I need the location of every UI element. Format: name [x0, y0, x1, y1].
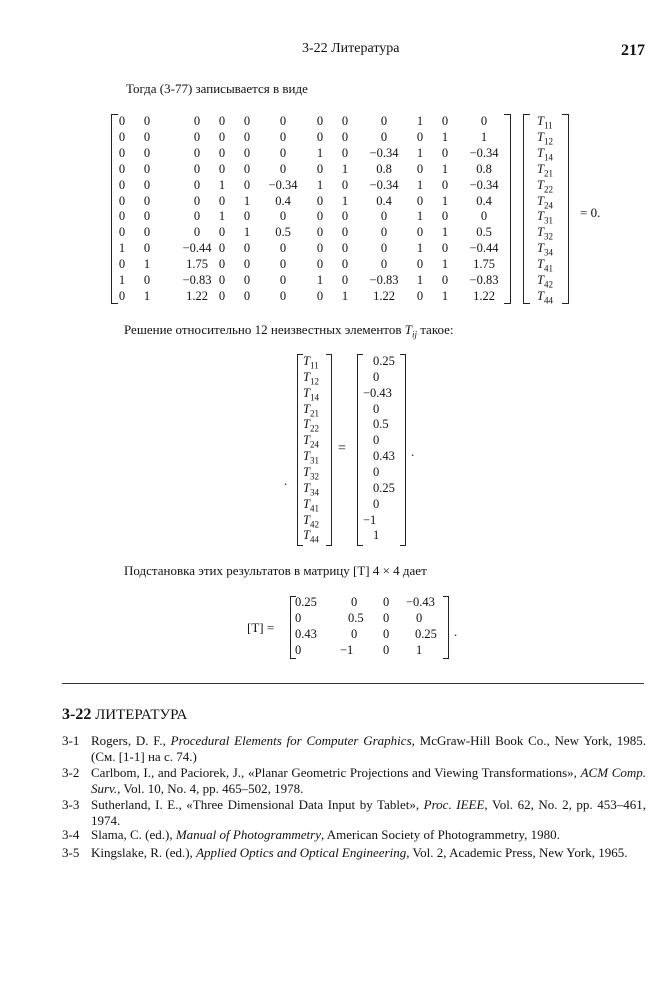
matrix-cell: 1.22	[473, 288, 495, 303]
matrix-cell: 0	[243, 177, 251, 192]
reference-number: 3-1	[62, 733, 80, 748]
matrix-cell: 0	[118, 225, 126, 240]
matrix-cell: −0.83	[469, 273, 499, 287]
matrix-cell: 0	[243, 114, 251, 128]
t-matrix-cell: 0	[295, 611, 302, 625]
matrix-cell: 0	[243, 209, 251, 224]
matrix-cell: 1	[416, 273, 424, 287]
unknown-variable: $T_{22}$	[537, 177, 553, 195]
matrix-cell: 1	[218, 209, 226, 224]
matrix-cell: 0	[416, 225, 424, 240]
t-matrix-cell: 0	[383, 611, 390, 625]
unknown-variable: $T_{12}$	[537, 129, 553, 147]
matrix-cell: 1	[316, 273, 324, 287]
matrix-cell: 1	[416, 114, 424, 128]
matrix-cell: 0	[341, 225, 349, 240]
intro-text: Тогда (3-77) записывается в виде	[126, 81, 308, 96]
solution-value: 0	[373, 369, 380, 384]
matrix-cell: 0	[243, 257, 251, 272]
matrix-cell: 1.75	[186, 257, 208, 272]
matrix-cell: 0	[279, 114, 287, 128]
matrix-cell: 0	[118, 209, 126, 224]
matrix-cell: 0	[380, 114, 388, 128]
matrix-cell: 0	[416, 257, 424, 272]
matrix-cell: 0	[380, 129, 388, 144]
solution-value: −1	[363, 512, 377, 527]
t-matrix-cell: 0	[351, 627, 358, 641]
matrix-cell: 0.8	[476, 161, 492, 176]
matrix-cell: 0	[480, 209, 488, 224]
matrix-cell: 0	[279, 288, 287, 303]
matrix-cell: 1	[441, 193, 449, 208]
matrix-cell: 0	[416, 288, 424, 303]
matrix-cell: −0.83	[369, 273, 399, 287]
running-header-title: 3-22 Литература	[302, 41, 400, 56]
matrix-cell: 0	[316, 257, 324, 272]
solution-value: 0	[373, 401, 380, 416]
matrix-cell: 0	[143, 209, 151, 224]
matrix-cell: 0	[193, 129, 201, 144]
t-matrix-cell: −0.43	[406, 595, 435, 609]
matrix-cell: 0	[143, 241, 151, 256]
solution-variable: $T_{41}$	[303, 496, 319, 514]
solution-values-right-bracket	[400, 354, 406, 546]
matrix-cell: 0	[341, 145, 349, 160]
matrix-cell: 0	[218, 225, 226, 240]
solution-variable: $T_{24}$	[303, 433, 319, 450]
matrix-cell: 1	[316, 145, 324, 160]
reference-number: 3-3	[62, 797, 80, 812]
matrix-cell: 0	[279, 273, 287, 287]
matrix-cell: 0	[118, 161, 126, 176]
matrix-cell: 0	[416, 161, 424, 176]
t-matrix-cell: 0	[383, 595, 390, 609]
matrix-cell: 1	[118, 273, 126, 287]
matrix-cell: 0	[243, 241, 251, 256]
matrix-cell: 1	[243, 225, 251, 240]
solution-value: 0	[373, 464, 380, 479]
matrix-cell: 1	[416, 241, 424, 256]
matrix-cell: −0.34	[268, 177, 298, 192]
matrix-cell: 0	[193, 114, 201, 128]
solution-value: 1	[373, 528, 380, 543]
matrix-cell: 1	[416, 177, 424, 192]
matrix-cell: 0	[193, 161, 201, 176]
solution-value: 0.25	[373, 480, 395, 495]
matrix-cell: 0	[243, 161, 251, 176]
matrix-cell: 1	[441, 288, 449, 303]
solution-variable: $T_{21}$	[303, 401, 319, 419]
matrix-cell: 0	[341, 209, 349, 224]
matrix-cell: 0	[341, 129, 349, 144]
matrix-cell: −0.34	[469, 145, 499, 160]
matrix-cell: 0.5	[476, 225, 492, 240]
matrix-cell: 0	[316, 114, 324, 128]
matrix-cell: 0	[218, 114, 226, 128]
matrix-cell: 0.5	[275, 225, 291, 240]
reference-number: 3-2	[62, 765, 80, 780]
solution-value: 0.5	[373, 417, 389, 432]
matrix-cell: 0.4	[476, 193, 492, 208]
matrix-cell: 1	[316, 177, 324, 192]
t-matrix-cell: 0.5	[348, 611, 364, 625]
unknown-variable: $T_{41}$	[537, 257, 553, 274]
matrix-cell: 0	[143, 273, 151, 287]
matrix-cell: 0	[316, 161, 324, 176]
t-matrix-cell: 0	[383, 643, 390, 657]
matrix-cell: 0	[118, 145, 126, 160]
matrix-cell: 0	[441, 177, 449, 192]
matrix-cell: 1	[341, 193, 349, 208]
t-matrix-cell: 0	[351, 595, 358, 609]
matrix-cell: 0	[380, 241, 388, 256]
matrix-cell: 0	[341, 257, 349, 272]
matrix-cell: 0	[193, 209, 201, 224]
matrix-cell: 0	[316, 193, 324, 208]
t-matrix-cell: 0	[383, 627, 390, 641]
unknown-variable: $T_{44}$	[537, 288, 553, 306]
matrix-cell: 1.22	[373, 288, 395, 303]
matrix-cell: 0	[218, 193, 226, 208]
matrix-cell: 0	[193, 177, 201, 192]
section-divider	[62, 683, 644, 684]
matrix-cell: 0	[316, 209, 324, 224]
matrix-cell: 0	[341, 177, 349, 192]
matrix-cell: 0.4	[376, 193, 392, 208]
matrix-cell: 1	[441, 161, 449, 176]
matrix-cell: 0	[143, 129, 151, 144]
matrix-cell: 0	[416, 193, 424, 208]
unknown-variable: $T_{34}$	[537, 241, 553, 258]
solution-intro-before: Решение относительно 12 неизвестных элементов	[124, 322, 405, 337]
matrix-cell: 0	[441, 145, 449, 160]
matrix-cell: −0.34	[369, 177, 399, 192]
solution-right-dot: .	[411, 444, 415, 459]
matrix-cell: 0	[218, 257, 226, 272]
matrix-cell: 0	[143, 193, 151, 208]
matrix-cell: 0	[118, 177, 126, 192]
t-matrix-cell: 0.25	[295, 595, 317, 609]
matrix-cell: −0.34	[469, 177, 499, 192]
matrix-cell: 0	[218, 161, 226, 176]
matrix-cell: 0	[118, 129, 126, 144]
t-matrix-dot: .	[454, 624, 458, 639]
matrix-cell: 1	[441, 225, 449, 240]
matrix-cell: 0	[243, 288, 251, 303]
matrix-cell: 0	[380, 209, 388, 224]
matrix-cell: 0	[480, 114, 488, 128]
reference-number: 3-5	[62, 845, 80, 860]
solution-value: −0.43	[363, 385, 392, 400]
matrix-cell: 1	[341, 288, 349, 303]
matrix-cell: 0.4	[275, 193, 291, 208]
matrix-cell: 0	[143, 161, 151, 176]
solution-variable: $T_{31}$	[303, 449, 319, 466]
matrix-cell: 0	[218, 129, 226, 144]
t-matrix-cell: 0	[416, 611, 423, 625]
t-matrix-right-bracket	[443, 596, 449, 659]
matrix-cell: −0.83	[182, 273, 212, 287]
t-matrix-cell: 0.43	[295, 627, 317, 641]
matrix-cell: 0	[118, 257, 126, 272]
matrix-cell: 1.75	[473, 257, 495, 272]
matrix-cell: 0	[279, 241, 287, 256]
solution-value: 0.43	[373, 449, 395, 464]
matrix-cell: 0	[218, 288, 226, 303]
section-heading	[62, 706, 187, 724]
reference-item: 3-3 Sutherland, I. E., «Three Dimensional Data Input by Tablet», Proc. IEEE, Vol. 62, No. 2, pp. 453–461, 1974.	[62, 797, 646, 828]
matrix-cell: 1	[441, 257, 449, 272]
matrix-cell: 0	[416, 129, 424, 144]
matrix-cell: 1	[218, 177, 226, 192]
matrix-cell: 0	[316, 225, 324, 240]
reference-item: 3-2 Carlbom, I., and Paciorek, J., «Planar Geometric Projections and Viewing Transformations», ACM Comp. Surv., Vol. 10, No. 4, pp. 465–502, 1978.	[62, 765, 646, 796]
matrix-cell: 0	[143, 225, 151, 240]
matrix-cell: 0	[193, 145, 201, 160]
substitution-text: Подстановка этих результатов в матрицу [T] 4 × 4 дает	[124, 563, 427, 578]
matrix-cell: −0.34	[369, 145, 399, 160]
solution-value: 0.25	[373, 354, 395, 368]
solution-variable: $T_{42}$	[303, 512, 319, 529]
unknown-variable: $T_{11}$	[537, 114, 553, 131]
page-number: 217	[621, 42, 645, 59]
solution-equals: =	[338, 441, 346, 456]
solution-variable: $T_{11}$	[303, 354, 319, 371]
matrix-cell: 0	[316, 129, 324, 144]
unknown-variable: $T_{21}$	[537, 161, 553, 179]
solution-variable: $T_{14}$	[303, 385, 319, 403]
matrix-cell: 0	[441, 114, 449, 128]
solution-intro	[124, 322, 454, 340]
matrix-cell: 0	[441, 273, 449, 287]
matrix-cell: 0	[279, 145, 287, 160]
solution-value: 0	[373, 433, 380, 448]
unknowns-left-bracket	[523, 114, 530, 304]
matrix-cell: 0	[243, 273, 251, 287]
matrix-cell: 0	[143, 114, 151, 128]
matrix-cell: 0	[279, 129, 287, 144]
matrix-cell: −0.44	[182, 241, 212, 256]
matrix-cell: −0.44	[469, 241, 499, 256]
matrix-cell: 0	[218, 273, 226, 287]
matrix-cell: 1.22	[186, 288, 208, 303]
matrix-cell: 0	[279, 209, 287, 224]
matrix-cell: 0	[118, 193, 126, 208]
matrix-cell: 1	[143, 288, 151, 303]
unknown-variable: $T_{42}$	[537, 273, 553, 290]
matrix-cell: 1	[416, 209, 424, 224]
matrix-cell: 0	[279, 161, 287, 176]
matrix-cell: 0	[143, 145, 151, 160]
unknown-variable: $T_{32}$	[537, 225, 553, 242]
matrix-cell: 0	[441, 209, 449, 224]
reference-item: 3-1 Rogers, D. F., Procedural Elements for Computer Graphics, McGraw-Hill Book Co., New York, 1985. (См. [1-1] на с. 74.)	[62, 733, 646, 764]
solution-variable: $T_{12}$	[303, 369, 319, 387]
reference-number: 3-4	[62, 827, 80, 842]
matrix-cell: 1	[441, 129, 449, 144]
matrix-cell: 0	[193, 193, 201, 208]
t-matrix-cell: −1	[340, 643, 354, 657]
solution-unknowns-right-bracket	[326, 354, 332, 546]
t-matrix-cell: 0	[295, 643, 302, 657]
matrix-cell: 1	[341, 161, 349, 176]
solution-variable: $T_{34}$	[303, 480, 319, 498]
matrix-cell: 0	[380, 257, 388, 272]
matrix-cell: 1	[480, 129, 488, 144]
t-matrix-label: [T] =	[247, 620, 275, 635]
solution-variable: $T_{32}$	[303, 464, 319, 482]
reference-item: 3-4 Slama, C. (ed.), Manual of Photogrammetry, American Society of Photogrammetry, 1980.	[62, 827, 560, 842]
solution-value: 0	[373, 496, 380, 511]
matrix-cell: 1	[243, 193, 251, 208]
matrix-cell: 0	[118, 288, 126, 303]
matrix-cell: 0	[341, 241, 349, 256]
matrix-cell: 1	[118, 241, 126, 256]
unknown-variable: $T_{14}$	[537, 145, 553, 163]
matrix-cell: 1	[143, 257, 151, 272]
reference-item: 3-5 Kingslake, R. (ed.), Applied Optics and Optical Engineering, Vol. 2, Academic Press, New York, 1965.	[62, 845, 628, 860]
unknown-variable: $T_{24}$	[537, 193, 553, 210]
matrix-cell: 0	[193, 225, 201, 240]
matrix-cell: 0	[316, 241, 324, 256]
matrix-cell: 0	[143, 177, 151, 192]
matrix-cell: 0	[243, 129, 251, 144]
matrix-cell: 0	[316, 288, 324, 303]
coef-matrix-right-bracket	[504, 114, 511, 304]
section-title: ЛИТЕРАТУРА	[95, 707, 188, 723]
matrix-cell: 0	[441, 241, 449, 256]
matrix-cell: 0	[118, 114, 126, 128]
t-matrix-cell: 0.25	[415, 627, 437, 641]
section-number: 3-22	[62, 706, 92, 723]
t-matrix-cell: 1	[416, 643, 423, 657]
matrix-cell: 0	[279, 257, 287, 272]
solution-variable: $T_{44}$	[303, 528, 319, 545]
matrix-cell: 0	[341, 273, 349, 287]
matrix-cell: 0	[218, 145, 226, 160]
solution-intro-var: $T_{ij}$	[404, 322, 417, 340]
matrix-cell: 1	[416, 145, 424, 160]
matrix-cell: 0.8	[376, 161, 392, 176]
matrix-cell: 0	[243, 145, 251, 160]
unknown-variable: $T_{31}$	[537, 209, 553, 226]
solution-left-dot: .	[284, 473, 288, 488]
solution-intro-after: такое:	[416, 322, 454, 337]
matrix-cell: 0	[341, 114, 349, 128]
equals-zero: = 0.	[580, 205, 601, 220]
matrix-cell: 0	[218, 241, 226, 256]
solution-variable: $T_{22}$	[303, 417, 319, 434]
coef-matrix-left-bracket	[111, 114, 118, 304]
unknowns-right-bracket	[562, 114, 569, 304]
matrix-cell: 0	[380, 225, 388, 240]
